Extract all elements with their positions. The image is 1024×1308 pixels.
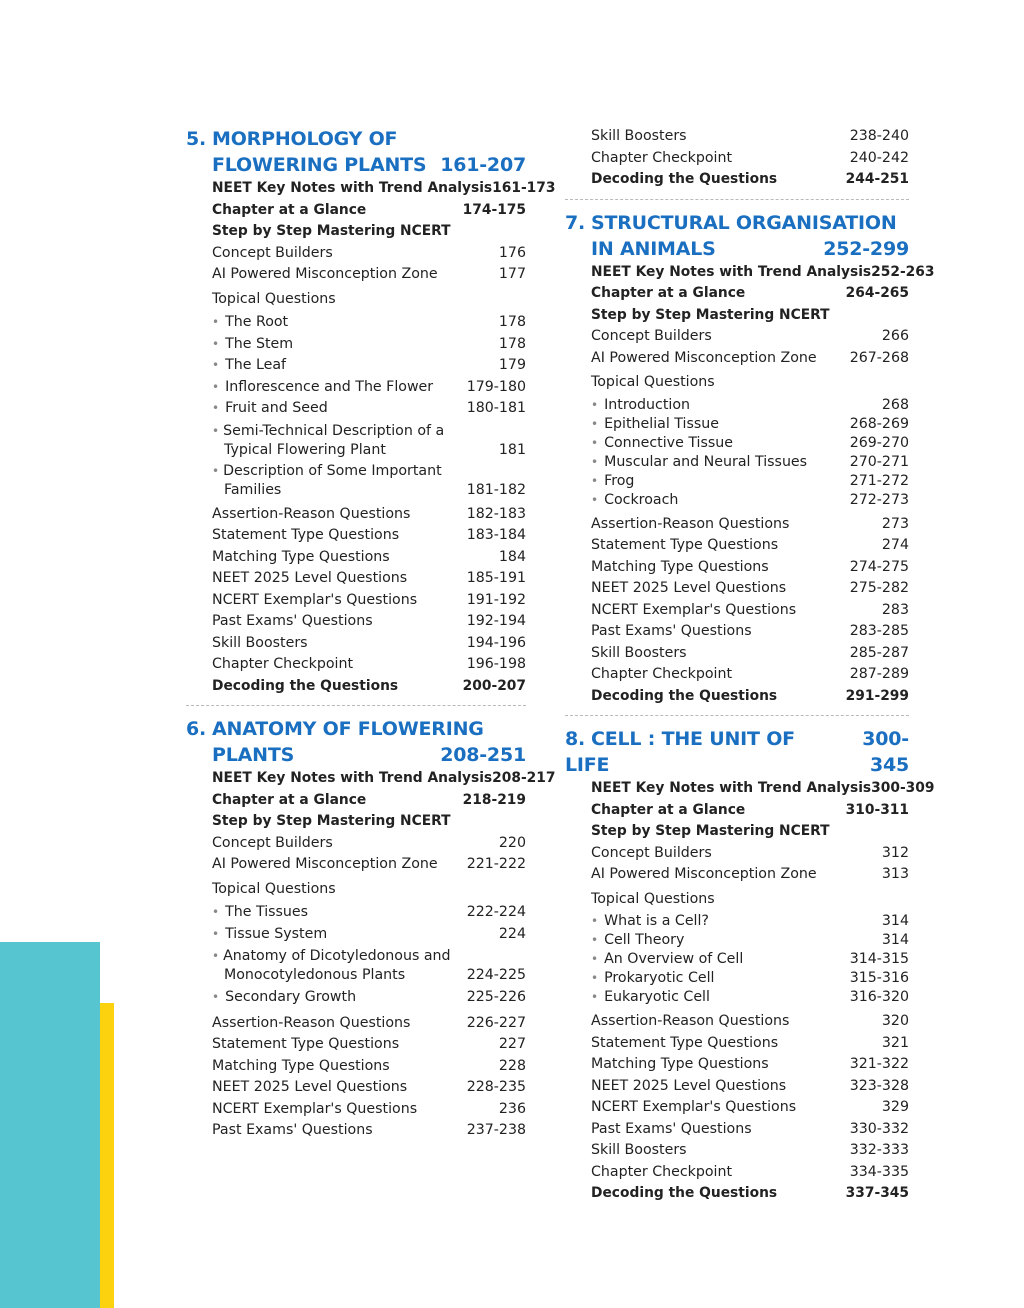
chapter-7-heading xyxy=(565,210,909,262)
toc-pages: 238-240 xyxy=(849,128,909,144)
toc-entry[interactable] xyxy=(186,1077,526,1099)
toc-label: • Anatomy of Dicotyledonous and Monocotyledonous Plants xyxy=(212,947,464,985)
toc-pages: 334-335 xyxy=(849,1163,909,1180)
toc-label: • What is a Cell? xyxy=(591,912,853,931)
toc-subheading xyxy=(186,879,526,901)
toc-label: Matching Type Questions xyxy=(591,1056,769,1072)
toc-pages: 174-175 xyxy=(462,201,526,218)
toc-label: NEET 2025 Level Questions xyxy=(591,1077,787,1094)
toc-entry[interactable] xyxy=(186,1034,526,1056)
toc-topic[interactable] xyxy=(186,422,526,460)
toc-entry[interactable] xyxy=(565,843,909,865)
toc-pages: 314 xyxy=(881,913,909,929)
toc-pages: 179-180 xyxy=(466,378,526,395)
toc-entry[interactable] xyxy=(186,264,526,286)
toc-subheading xyxy=(565,372,909,394)
chapter-page-range: 300-345 xyxy=(862,728,909,776)
toc-pages: 268 xyxy=(881,396,909,413)
toc-entry[interactable] xyxy=(565,686,909,708)
toc-entry[interactable] xyxy=(186,547,526,569)
topic-list xyxy=(565,396,909,510)
toc-pages: 321-322 xyxy=(849,1056,909,1072)
toc-topic[interactable] xyxy=(186,902,526,924)
toc-pages: 310-311 xyxy=(845,801,909,818)
chapter-page-range: 252-299 xyxy=(823,237,909,260)
toc-label: NEET Key Notes with Trend Analysis xyxy=(212,180,493,196)
toc-label: Past Exams' Questions xyxy=(591,623,752,639)
toc-pages: 252-263 xyxy=(871,263,935,280)
toc-entry[interactable] xyxy=(565,778,935,800)
toc-label: Chapter at a Glance xyxy=(591,801,746,818)
toc-label: Assertion-Reason Questions xyxy=(591,1013,790,1029)
toc-label: Assertion-Reason Questions xyxy=(591,515,790,532)
toc-pages: 226-227 xyxy=(466,1014,526,1031)
chapter-5-heading xyxy=(186,126,526,178)
toc-entry[interactable] xyxy=(565,169,909,191)
toc-label: Skill Boosters xyxy=(591,128,687,144)
toc-entry[interactable] xyxy=(186,633,526,655)
toc-pages: 274 xyxy=(881,537,909,553)
toc-topic[interactable] xyxy=(565,931,909,950)
toc-pages: 194-196 xyxy=(466,634,526,651)
toc-entry[interactable] xyxy=(186,854,526,876)
toc-label: NCERT Exemplar's Questions xyxy=(591,601,797,618)
chapter-number: 7. xyxy=(565,211,586,234)
toc-entry[interactable] xyxy=(565,1054,909,1076)
toc-subheading xyxy=(186,221,526,243)
toc-entry[interactable] xyxy=(565,864,909,886)
toc-topic[interactable] xyxy=(565,434,909,453)
toc-entry[interactable] xyxy=(565,600,909,622)
toc-entry[interactable] xyxy=(565,643,909,665)
toc-topic[interactable] xyxy=(565,950,909,969)
toc-topic[interactable] xyxy=(565,472,909,491)
toc-label: • The Tissues xyxy=(212,902,467,924)
divider xyxy=(565,199,909,200)
toc-pages: 240-242 xyxy=(849,149,909,166)
toc-entry[interactable] xyxy=(186,768,556,790)
toc-pages: 180-181 xyxy=(466,400,526,416)
toc-pages: 316-320 xyxy=(849,989,909,1005)
toc-pages: 285-287 xyxy=(849,644,909,661)
toc-entry[interactable] xyxy=(186,611,526,633)
toc-entry[interactable] xyxy=(186,1099,526,1121)
toc-label: Topical Questions xyxy=(591,890,715,907)
toc-entry[interactable] xyxy=(186,568,526,590)
toc-label: NEET 2025 Level Questions xyxy=(591,580,787,596)
toc-label: Step by Step Mastering NCERT xyxy=(212,813,451,829)
chapter-number: 6. xyxy=(186,718,207,740)
toc-entry[interactable] xyxy=(565,262,935,284)
toc-label: Matching Type Questions xyxy=(212,548,390,565)
toc-pages: 266 xyxy=(881,328,909,344)
chapter-8-heading xyxy=(565,726,909,778)
toc-label: NCERT Exemplar's Questions xyxy=(212,1100,418,1117)
toc-pages: 320 xyxy=(881,1013,909,1029)
toc-label: Statement Type Questions xyxy=(212,1036,400,1052)
toc-label: AI Powered Misconception Zone xyxy=(591,866,817,882)
toc-pages: 244-251 xyxy=(845,171,909,187)
toc-pages: 178 xyxy=(498,335,526,352)
toc-subheading xyxy=(186,811,526,833)
chapter-title: STRUCTURAL ORGANISATION xyxy=(591,211,897,234)
toc-pages: 267-268 xyxy=(849,349,909,366)
toc-topic[interactable] xyxy=(565,912,909,931)
toc-label: Chapter Checkpoint xyxy=(212,656,354,672)
toc-label: • Muscular and Neural Tissues xyxy=(591,453,850,472)
toc-entry[interactable] xyxy=(186,200,526,222)
toc-entry[interactable] xyxy=(565,1162,909,1184)
chapter-number: 5. xyxy=(186,128,207,150)
toc-label: • Frog xyxy=(591,472,850,491)
toc-label: NCERT Exemplar's Questions xyxy=(212,591,418,608)
toc-pages: 269-270 xyxy=(849,434,909,451)
toc-label: • The Stem xyxy=(212,334,470,356)
toc-label: NEET Key Notes with Trend Analysis xyxy=(212,770,493,786)
toc-label: NCERT Exemplar's Questions xyxy=(591,1099,797,1115)
toc-pages: 184 xyxy=(498,548,526,565)
toc-pages: 283-285 xyxy=(849,623,909,639)
toc-pages: 224-225 xyxy=(466,967,526,983)
toc-pages: 314-315 xyxy=(849,951,909,967)
toc-topic[interactable] xyxy=(565,396,909,415)
toc-pages: 264-265 xyxy=(845,285,909,301)
topic-list xyxy=(565,912,909,1007)
toc-label: Chapter at a Glance xyxy=(212,791,367,808)
toc-topic[interactable] xyxy=(186,334,526,356)
toc-pages: 291-299 xyxy=(845,687,909,704)
toc-pages: 268-269 xyxy=(849,415,909,432)
toc-pages: 228 xyxy=(498,1057,526,1074)
left-column xyxy=(186,126,556,1142)
toc-pages: 283 xyxy=(881,601,909,618)
toc-label: Decoding the Questions xyxy=(591,1185,778,1201)
toc-pages: 185-191 xyxy=(466,570,526,586)
toc-pages: 182-183 xyxy=(466,505,526,522)
toc-pages: 237-238 xyxy=(466,1122,526,1138)
toc-label: Decoding the Questions xyxy=(591,171,778,187)
toc-pages: 176 xyxy=(498,244,526,261)
toc-pages: 200-207 xyxy=(462,677,526,694)
toc-topic[interactable] xyxy=(565,988,909,1007)
toc-pages: 208-217 xyxy=(492,770,556,786)
divider xyxy=(565,715,909,716)
toc-entry[interactable] xyxy=(565,1183,909,1205)
toc-entry[interactable] xyxy=(565,283,909,305)
toc-label: Step by Step Mastering NCERT xyxy=(591,306,830,323)
toc-entry[interactable] xyxy=(186,654,526,676)
toc-label: NEET Key Notes with Trend Analysis xyxy=(591,780,872,796)
toc-pages: 332-333 xyxy=(849,1142,909,1158)
toc-label: • Prokaryotic Cell xyxy=(591,969,850,988)
toc-label: Skill Boosters xyxy=(591,1142,687,1158)
toc-subheading xyxy=(186,289,526,311)
toc-entry[interactable] xyxy=(565,535,909,557)
toc-pages: 220 xyxy=(498,834,526,851)
toc-label: • Tissue System xyxy=(212,924,470,946)
toc-entry[interactable] xyxy=(565,1011,909,1033)
toc-pages: 191-192 xyxy=(466,591,526,608)
toc-pages: 222-224 xyxy=(466,904,526,920)
toc-label: • Description of Some Important Families xyxy=(212,462,444,500)
toc-pages: 236 xyxy=(498,1100,526,1117)
toc-label: Decoding the Questions xyxy=(212,677,399,694)
toc-label: NEET 2025 Level Questions xyxy=(212,1079,408,1095)
toc-label: Topical Questions xyxy=(591,374,715,390)
toc-label: Matching Type Questions xyxy=(591,558,769,575)
toc-entry[interactable] xyxy=(186,833,526,855)
toc-pages: 272-273 xyxy=(849,491,909,508)
toc-pages: 275-282 xyxy=(849,580,909,596)
chapter-title: CELL : THE UNIT OF LIFE xyxy=(565,728,795,776)
toc-entry[interactable] xyxy=(565,1119,909,1141)
toc-label: Topical Questions xyxy=(212,880,336,897)
toc-label: • Inflorescence and The Flower xyxy=(212,377,467,399)
toc-pages: 192-194 xyxy=(466,613,526,629)
toc-entry[interactable] xyxy=(186,590,526,612)
toc-entry[interactable] xyxy=(565,557,909,579)
toc-topic[interactable] xyxy=(186,377,526,399)
toc-label: • The Root xyxy=(212,312,470,334)
toc-entry[interactable] xyxy=(565,621,909,643)
toc-label: Concept Builders xyxy=(591,328,712,344)
toc-entry[interactable] xyxy=(186,1120,526,1142)
chapter-page-range: 208-251 xyxy=(440,744,526,766)
toc-label: Concept Builders xyxy=(591,844,712,861)
toc-entry[interactable] xyxy=(186,178,556,200)
toc-topic[interactable] xyxy=(186,462,526,500)
toc-label: • Fruit and Seed xyxy=(212,398,467,420)
toc-topic[interactable] xyxy=(186,947,526,985)
toc-label: • The Leaf xyxy=(212,355,470,377)
toc-label: Past Exams' Questions xyxy=(591,1120,752,1137)
toc-topic[interactable] xyxy=(565,491,909,510)
toc-entry[interactable] xyxy=(565,800,909,822)
toc-label: • An Overview of Cell xyxy=(591,950,850,969)
toc-pages: 312 xyxy=(881,844,909,861)
toc-label: Past Exams' Questions xyxy=(212,613,373,629)
toc-topic[interactable] xyxy=(565,453,909,472)
toc-entry[interactable] xyxy=(565,148,909,170)
toc-entry[interactable] xyxy=(186,1056,526,1078)
toc-entry[interactable] xyxy=(186,676,526,698)
toc-pages: 330-332 xyxy=(849,1120,909,1137)
toc-label: NEET Key Notes with Trend Analysis xyxy=(591,263,872,280)
toc-pages: 321 xyxy=(881,1034,909,1051)
toc-entry[interactable] xyxy=(186,790,526,812)
toc-pages: 221-222 xyxy=(466,856,526,872)
toc-label: • Introduction xyxy=(591,396,853,415)
toc-topic[interactable] xyxy=(186,355,526,377)
toc-pages: 177 xyxy=(498,266,526,282)
chapter-number: 8. xyxy=(565,728,586,750)
toc-pages: 183-184 xyxy=(466,527,526,543)
toc-label: Concept Builders xyxy=(212,834,333,851)
toc-pages: 218-219 xyxy=(462,791,526,808)
toc-label: Skill Boosters xyxy=(212,634,308,651)
toc-label: Chapter Checkpoint xyxy=(591,1163,733,1180)
toc-pages: 287-289 xyxy=(849,666,909,682)
toc-label: • Cockroach xyxy=(591,491,850,510)
toc-label: Step by Step Mastering NCERT xyxy=(212,223,451,239)
right-column xyxy=(565,126,935,1205)
toc-topic[interactable] xyxy=(186,987,526,1009)
toc-label: • Semi-Technical Description of a Typical Flowering Plant xyxy=(212,422,454,460)
toc-label: Chapter at a Glance xyxy=(212,201,367,218)
toc-label: Assertion-Reason Questions xyxy=(212,1014,411,1031)
toc-pages: 224 xyxy=(498,925,526,942)
toc-entry[interactable] xyxy=(186,525,526,547)
toc-label: Matching Type Questions xyxy=(212,1057,390,1074)
toc-entry[interactable] xyxy=(565,1097,909,1119)
toc-entry[interactable] xyxy=(565,1033,909,1055)
toc-pages: 179 xyxy=(498,357,526,373)
toc-pages: 228-235 xyxy=(466,1079,526,1095)
toc-entry[interactable] xyxy=(565,126,909,148)
toc-pages: 227 xyxy=(498,1036,526,1052)
toc-pages: 181 xyxy=(498,441,526,458)
toc-label: • Cell Theory xyxy=(591,931,853,950)
toc-pages: 181-182 xyxy=(466,481,526,498)
divider xyxy=(186,705,526,706)
toc-label: NEET 2025 Level Questions xyxy=(212,570,408,586)
toc-label: Chapter Checkpoint xyxy=(591,149,733,166)
decorative-teal-bar xyxy=(0,942,100,1308)
toc-entry[interactable] xyxy=(565,326,909,348)
toc-subheading xyxy=(565,305,909,327)
toc-label: AI Powered Misconception Zone xyxy=(591,349,817,366)
toc-label: Step by Step Mastering NCERT xyxy=(591,823,830,839)
toc-topic[interactable] xyxy=(565,415,909,434)
toc-pages: 329 xyxy=(881,1099,909,1115)
toc-label: Concept Builders xyxy=(212,244,333,261)
toc-entry[interactable] xyxy=(565,664,909,686)
chapter-title: PLANTS xyxy=(212,744,295,766)
toc-label: Skill Boosters xyxy=(591,644,687,661)
toc-pages: 273 xyxy=(881,515,909,532)
chapter-page-range: 161-207 xyxy=(440,154,526,176)
toc-label: Chapter Checkpoint xyxy=(591,666,733,682)
toc-label: Chapter at a Glance xyxy=(591,285,746,301)
toc-label: • Epithelial Tissue xyxy=(591,415,850,434)
toc-pages: 178 xyxy=(498,314,526,330)
decorative-yellow-bar xyxy=(100,1003,114,1308)
toc-entry[interactable] xyxy=(565,348,909,370)
toc-entry[interactable] xyxy=(565,578,909,600)
toc-label: Statement Type Questions xyxy=(212,527,400,543)
toc-label: Statement Type Questions xyxy=(591,537,779,553)
toc-label: AI Powered Misconception Zone xyxy=(212,266,438,282)
toc-topic[interactable] xyxy=(565,969,909,988)
toc-pages: 161-173 xyxy=(492,180,556,196)
toc-pages: 300-309 xyxy=(871,780,935,796)
toc-label: Past Exams' Questions xyxy=(212,1122,373,1138)
toc-topic[interactable] xyxy=(186,398,526,420)
toc-entry[interactable] xyxy=(186,504,526,526)
chapter-6-heading xyxy=(186,716,526,768)
toc-pages: 337-345 xyxy=(845,1185,909,1201)
toc-label: Assertion-Reason Questions xyxy=(212,505,411,522)
toc-pages: 274-275 xyxy=(849,558,909,575)
toc-subheading xyxy=(565,821,909,843)
toc-subheading xyxy=(565,889,909,911)
toc-pages: 323-328 xyxy=(849,1077,909,1094)
toc-pages: 315-316 xyxy=(849,970,909,986)
chapter-title: FLOWERING PLANTS xyxy=(212,154,427,176)
toc-entry[interactable] xyxy=(565,1076,909,1098)
toc-pages: 314 xyxy=(881,932,909,948)
toc-topic[interactable] xyxy=(186,924,526,946)
toc-label: • Secondary Growth xyxy=(212,987,467,1009)
toc-entry[interactable] xyxy=(565,514,909,536)
toc-label: Statement Type Questions xyxy=(591,1034,779,1051)
toc-label: • Connective Tissue xyxy=(591,434,850,453)
toc-label: Decoding the Questions xyxy=(591,687,778,704)
toc-label: AI Powered Misconception Zone xyxy=(212,856,438,872)
chapter-title: MORPHOLOGY OF xyxy=(212,128,398,150)
toc-entry[interactable] xyxy=(565,1140,909,1162)
toc-topic[interactable] xyxy=(186,312,526,334)
toc-label: Topical Questions xyxy=(212,290,336,307)
toc-pages: 225-226 xyxy=(466,989,526,1005)
toc-pages: 313 xyxy=(881,866,909,882)
toc-entry[interactable] xyxy=(186,1013,526,1035)
chapter-title: IN ANIMALS xyxy=(591,237,716,260)
toc-pages: 271-272 xyxy=(849,472,909,489)
toc-pages: 270-271 xyxy=(849,453,909,470)
toc-entry[interactable] xyxy=(186,243,526,265)
toc-label: • Eukaryotic Cell xyxy=(591,988,850,1007)
toc-pages: 196-198 xyxy=(466,656,526,672)
chapter-title: ANATOMY OF FLOWERING xyxy=(212,718,484,740)
